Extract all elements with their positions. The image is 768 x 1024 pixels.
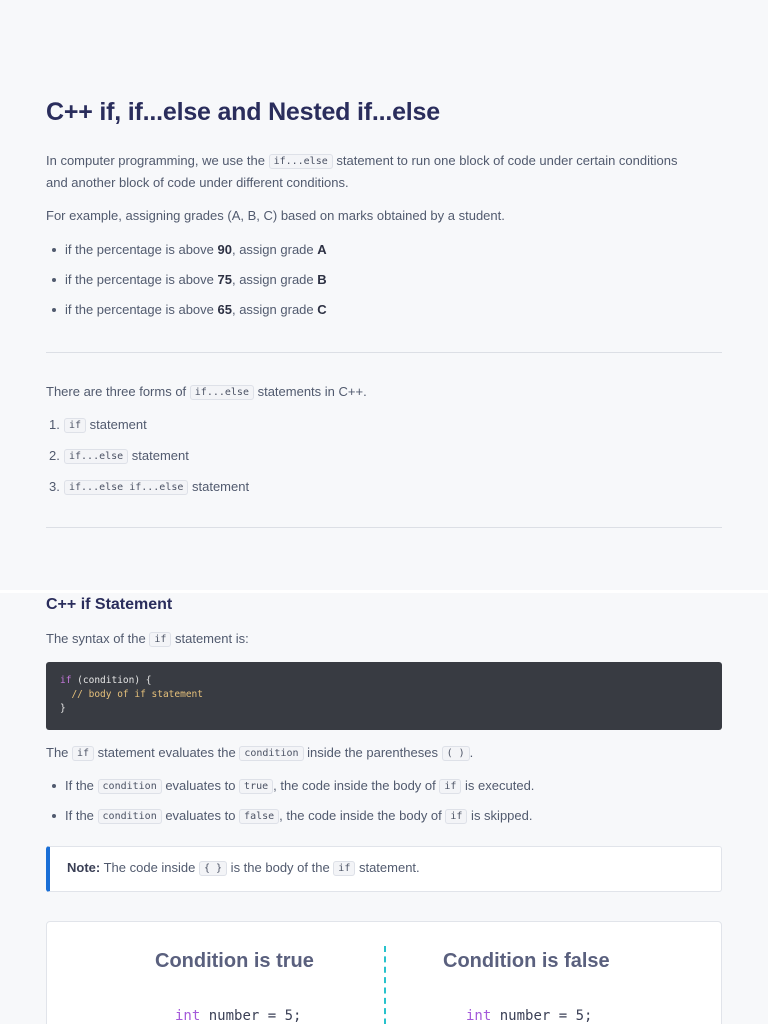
ordered-list-item: [46, 476, 249, 500]
figure-code-false: [466, 1008, 592, 1024]
inline-code: if: [64, 418, 86, 433]
note-label: Note:: [67, 860, 101, 875]
eval-text: statement evaluates the: [94, 745, 240, 760]
note-text: statement.: [355, 860, 420, 875]
list-number: 3.: [49, 479, 60, 494]
list-text: statement: [188, 479, 250, 494]
intro-text: statement to run one block of code under certain conditions: [332, 153, 678, 168]
list-text: evaluates to: [161, 808, 240, 823]
bullet-dot: [52, 814, 56, 818]
figure-title-true: Condition is true: [155, 950, 314, 972]
eval-text: inside the parentheses: [303, 745, 442, 760]
grade: A: [317, 242, 327, 257]
list-text: If the: [65, 778, 98, 793]
forms-text: There are three forms of: [46, 384, 190, 399]
list-number: 1.: [49, 417, 60, 432]
divider: [46, 527, 722, 528]
inline-code: true: [239, 779, 273, 794]
inline-code: condition: [98, 779, 162, 794]
eval-text: The: [46, 745, 73, 760]
list-text: , the code inside the body of: [279, 808, 446, 823]
inline-code: if: [149, 632, 171, 647]
grade: B: [317, 272, 327, 287]
inline-code: condition: [98, 809, 162, 824]
inline-code: if: [445, 809, 467, 824]
note-text: The code inside: [100, 860, 199, 875]
if-statement-figure: [46, 921, 722, 1024]
list-text: is executed.: [461, 778, 535, 793]
list-text: , assign grade: [231, 242, 318, 257]
list-text: if the percentage is above: [65, 242, 218, 257]
list-text: if the percentage is above: [65, 272, 218, 287]
syntax-text: The syntax of the: [46, 631, 150, 646]
code-keyword: int: [466, 1008, 492, 1024]
figure-title-false: Condition is false: [443, 950, 610, 972]
code-text: number = 5;: [200, 1008, 302, 1024]
section-heading: C++ if Statement: [46, 596, 173, 613]
code-keyword: int: [175, 1008, 201, 1024]
forms-paragraph: [46, 381, 367, 405]
evaluation-paragraph: [46, 742, 473, 766]
percentage: 90: [217, 242, 232, 257]
list-text: statement: [86, 417, 147, 432]
list-text: If the: [65, 808, 98, 823]
figure-divider: [384, 946, 386, 1024]
list-text: if the percentage is above: [65, 302, 218, 317]
inline-code: false: [239, 809, 279, 824]
inline-code: { }: [199, 861, 227, 876]
list-item: [46, 805, 532, 829]
intro-text: In computer programming, we use the: [46, 153, 269, 168]
code-keyword: if: [60, 675, 72, 686]
inline-code: if...else: [269, 154, 333, 169]
bullet-dot: [52, 278, 56, 282]
inline-code: if...else if...else: [64, 480, 188, 495]
list-item: [46, 239, 327, 261]
code-text: number = 5;: [491, 1008, 593, 1024]
percentage: 75: [217, 272, 232, 287]
bullet-dot: [52, 308, 56, 312]
bullet-dot: [52, 784, 56, 788]
inline-code: ( ): [442, 746, 470, 761]
list-item: [46, 269, 327, 291]
ordered-list-item: [46, 445, 189, 469]
ordered-list-item: [46, 414, 147, 438]
bullet-dot: [52, 248, 56, 252]
note-text: is the body of the: [227, 860, 334, 875]
inline-code: if...else: [64, 449, 128, 464]
syntax-paragraph: [46, 628, 249, 652]
intro-paragraph-line2: and another block of code under different conditions.: [46, 175, 349, 190]
inline-code: if: [333, 861, 355, 876]
forms-text: statements in C++.: [253, 384, 367, 399]
list-text: , assign grade: [231, 302, 318, 317]
example-paragraph: For example, assigning grades (A, B, C) based on marks obtained by a student.: [46, 208, 505, 223]
inline-code: if: [439, 779, 461, 794]
inline-code: if: [72, 746, 94, 761]
divider: [46, 352, 722, 353]
eval-text: .: [469, 745, 474, 760]
code-line: }: [60, 703, 66, 714]
inline-code: condition: [239, 746, 303, 761]
list-text: statement: [128, 448, 189, 463]
list-text: , assign grade: [231, 272, 318, 287]
inline-code: if...else: [190, 385, 254, 400]
list-text: , the code inside the body of: [273, 778, 440, 793]
section-band: [0, 590, 768, 593]
list-text: evaluates to: [161, 778, 240, 793]
grade: C: [317, 302, 327, 317]
list-item: [46, 299, 327, 321]
code-comment: // body of if statement: [60, 689, 203, 700]
code-text: (condition) {: [71, 675, 152, 686]
percentage: 65: [217, 302, 232, 317]
page-title: C++ if, if...else and Nested if...else: [46, 98, 440, 126]
intro-paragraph: [46, 150, 677, 174]
list-item: [46, 775, 534, 799]
list-number: 2.: [49, 448, 60, 463]
code-block[interactable]: [46, 662, 722, 730]
figure-code-true: [175, 1008, 301, 1024]
code-line: [60, 674, 708, 688]
note-callout: [46, 846, 722, 892]
list-text: is skipped.: [467, 808, 533, 823]
syntax-text: statement is:: [171, 631, 249, 646]
